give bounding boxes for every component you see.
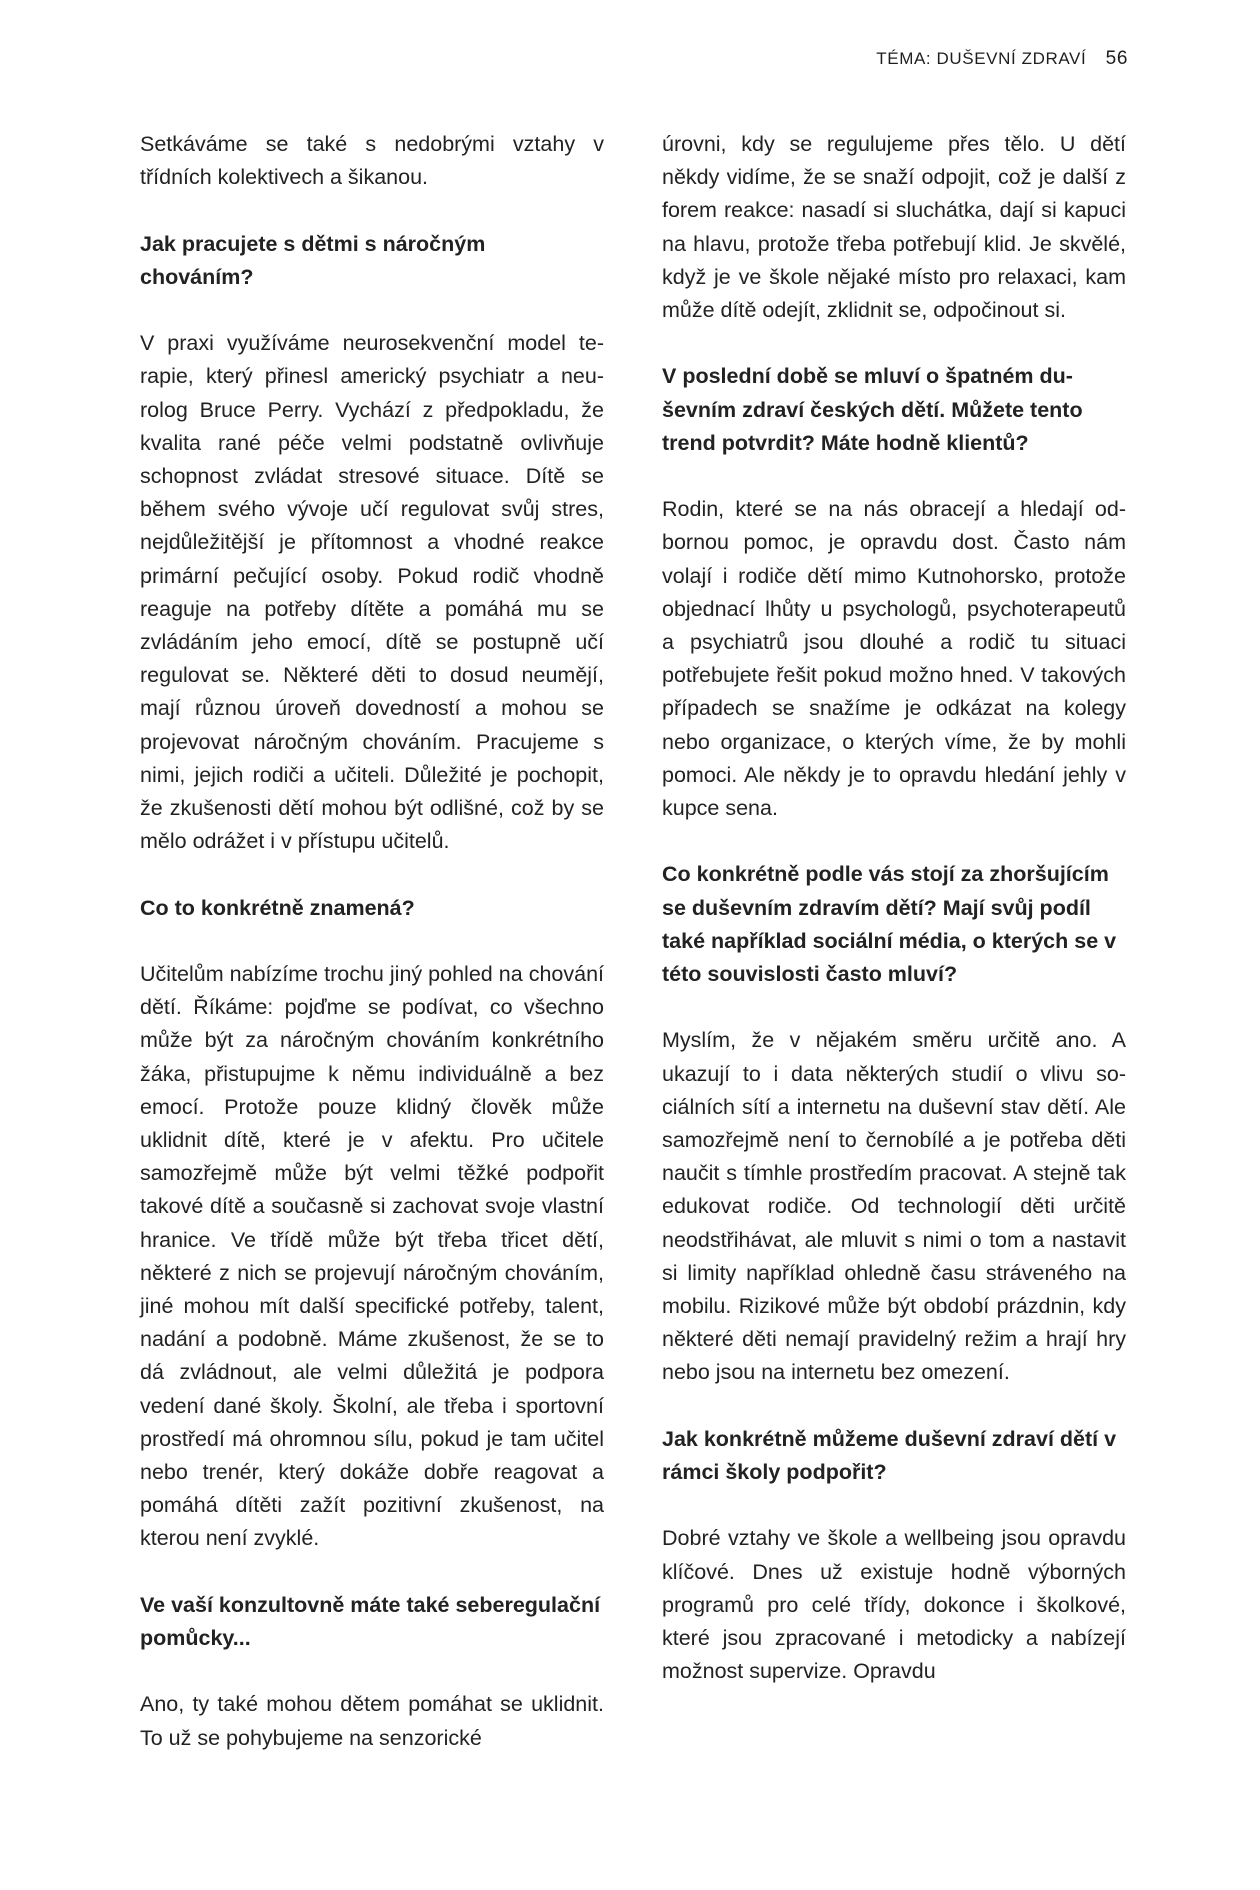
- answer-paragraph: Rodin, které se na nás obracejí a hledají odbornou pomoc, je opravdu dost. Často nám volají i rodiče dětí mimo Kutnohorsko, protože objednací lhůty u psychologů, psychoterapeutů a psychiatrů jsou dlouhé a rodič tu situaci potřebujete řešit pokud možno hned. V takových případech se snažíme je odkázat na kolegy nebo organizace, o kterých víme, že by mohli pomoci. Ale někdy je to opravdu hledání jehly v kupce sena.: [662, 497, 1126, 821]
- answer-paragraph: Učitelům nabízíme trochu jiný pohled na chování dětí. Říkáme: pojďme se podívat, co všechno může být za náročným chováním konkrétního žáka, přistupujme k němu individuálně a bez emocí. Protože pouze klidný člověk může uklidnit dítě, které je v afektu. Pro učitele samozřejmě může být velmi těžké podpořit takové dítě a současně si zachovat svoje vlastní hranice. Ve třídě může být třeba třicet dětí, některé z nich se projevují náročným chováním, jiné mohou mít další specifické potřeby, talent, nadání a podobně. Máme zkušenost, že se to dá zvládnout, ale velmi důležitá je podpora vedení dané školy. Školní, ale třeba i sportovní prostředí má ohromnou sílu, pokud je tam učitel nebo trenér, který dokáže dobře reagovat a pomáhá dítěti zažít pozitivní zkušenost, na kterou není zvyklé.: [140, 962, 604, 1551]
- left-column: [140, 128, 604, 1755]
- answer-paragraph: Ano, ty také mohou dětem pomáhat se uklidnit. To už se pohybujeme na senzorické: [140, 1692, 604, 1750]
- answer-paragraph: Setkáváme se také s nedobrými vztahy v třídních kolektivech a šikanou.: [140, 132, 604, 190]
- page-number: 56: [1105, 48, 1128, 69]
- answer-paragraph: Dobré vztahy ve škole a wellbeing jsou opravdu klíčové. Dnes už existuje hodně výborných programů pro celé třídy, dokonce i školkové, které jsou zpracované i metodicky a nabízejí možnost supervize. Opravdu: [662, 1526, 1126, 1684]
- running-head: [876, 48, 1128, 70]
- interview-question: Co to konkrétně znamená?: [140, 895, 415, 920]
- interview-question: V poslední době se mluví o špatném duševním zdraví českých dětí. Můžete tento trend potvrdit? Máte hodně klientů?: [662, 364, 1083, 455]
- section-title: TÉMA: DUŠEVNÍ ZDRAVÍ: [876, 49, 1087, 68]
- right-column: [662, 128, 1126, 1688]
- interview-question: Jak pracujete s dětmi s náročným chováním?: [140, 231, 486, 289]
- interview-question: Jak konkrétně můžeme duševní zdraví dětí v rámci školy podpořit?: [662, 1426, 1117, 1485]
- interview-question: Co konkrétně podle vás stojí za zhoršujícím se duševním zdravím dětí? Mají svůj podíl také například sociální média, o kterých se v této souvislosti často mluví?: [662, 862, 1117, 987]
- interview-question: Ve vaší konzultovně máte také seberegulační pomůcky...: [140, 1592, 601, 1651]
- answer-paragraph: V praxi využíváme neurosekvenční model terapie, který přinesl americký psychiatr a neurolog Bruce Perry. Vychází z předpokladu, že kvalita rané péče velmi podstatně ovlivňuje schopnost zvládat stresové situace. Dítě se během svého vývoje učí regulovat svůj stres, nejdůležitější je přítomnost a vhodné reakce primární pečující osoby. Pokud rodič vhodně reaguje na potřeby dítěte a pomáhá mu se zvládáním jeho emocí, dítě se postupně učí regulovat se. Některé děti to dosud neumějí, mají různou úroveň dovedností a mohou se projevovat náročným chováním. Pracujeme s nimi, jejich rodiči a učiteli. Důležité je pochopit, že zkušenosti dětí mohou být odlišné, což by se mělo odrážet i v přístupu učitelů.: [140, 331, 604, 854]
- answer-paragraph: Myslím, že v nějakém směru určitě ano. A ukazují to i data některých studií o vlivu sociálních sítí a internetu na duševní stav dětí. Ale samozřejmě není to černobílé a je potřeba děti naučit s tímhle prostředím pracovat. A stejně tak edukovat rodiče. Od technologií děti určitě neodstřihávat, ale mluvit s nimi o tom a nastavit si limity například ohledně času stráveného na mobilu. Rizikové může být období prázdnin, kdy některé děti nemají pravidelný režim a hrají hry nebo jsou na internetu bez omezení.: [662, 1028, 1126, 1385]
- answer-paragraph: úrovni, kdy se regulujeme přes tělo. U dětí někdy vidíme, že se snaží odpojit, což je další z forem reakce: nasadí si sluchátka, dají si kapuci na hlavu, protože třeba potřebují klid. Je skvělé, když je ve škole nějaké místo pro relaxaci, kam může dítě odejít, zklidnit se, odpočinout si.: [662, 132, 1126, 323]
